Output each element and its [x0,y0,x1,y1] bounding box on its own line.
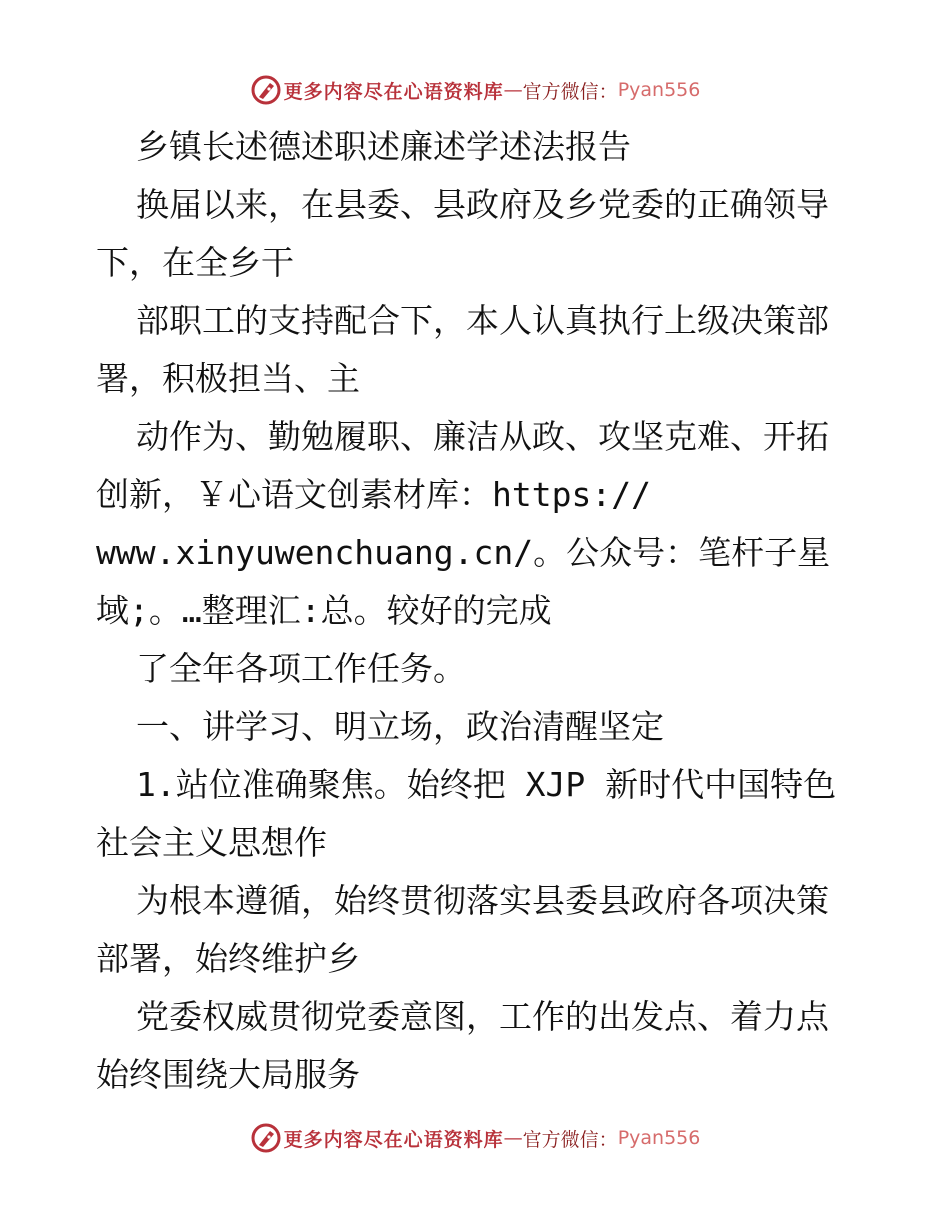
text-line: 1.站位准确聚焦。始终把 XJP 新时代中国特色 [136,765,837,804]
text-line: 了全年各项工作任务。 [136,649,466,688]
footer-watermark [0,1118,950,1158]
document-body [96,118,856,1104]
watermark-separator: — [503,1127,523,1149]
text-line: 部职工的支持配合下，本人认真执行上级决策部 [136,301,829,340]
text-line: 社会主义思想作 [96,823,327,862]
watermark-account: Pyan556 [617,79,701,101]
watermark-official-label: 官方微信： [522,1128,618,1151]
text-line: 动作为、勤勉履职、廉洁从政、攻坚克难、开拓 [136,417,829,456]
text-line: 下，在全乡干 [96,243,294,282]
text-line: 为根本遵循，始终贯彻落实县委县政府各项决策 [136,881,829,920]
text-line: 换届以来，在县委、县政府及乡党委的正确领导 [136,185,829,224]
text-line: 部署，始终维护乡 [96,939,360,978]
text-line: 创新，￥心语文创素材库：https:// [96,475,651,514]
watermark-brand: 更多内容尽在心语资料库 [283,1128,504,1151]
text-line: 署，积极担当、主 [96,359,360,398]
watermark-separator: — [503,79,523,101]
header-watermark [0,70,950,110]
watermark-account: Pyan556 [617,1127,701,1149]
pen-nib-circle-icon [250,74,282,106]
text-line: 一、讲学习、明立场，政治清醒坚定 [136,707,664,746]
text-line: 党委权威贯彻党委意图，工作的出发点、着力点 [136,997,829,1036]
text-line: www.xinyuwenchuang.cn/。公众号：笔杆子星 [96,533,831,572]
text-line: 始终围绕大局服务 [96,1055,360,1094]
text-line: 乡镇长述德述职述廉述学述法报告 [136,127,631,166]
text-line: 域;。…整理汇:总。较好的完成 [96,591,552,630]
pen-nib-circle-icon [250,1122,282,1154]
watermark-official-label: 官方微信： [522,80,618,103]
watermark-brand: 更多内容尽在心语资料库 [283,80,504,103]
